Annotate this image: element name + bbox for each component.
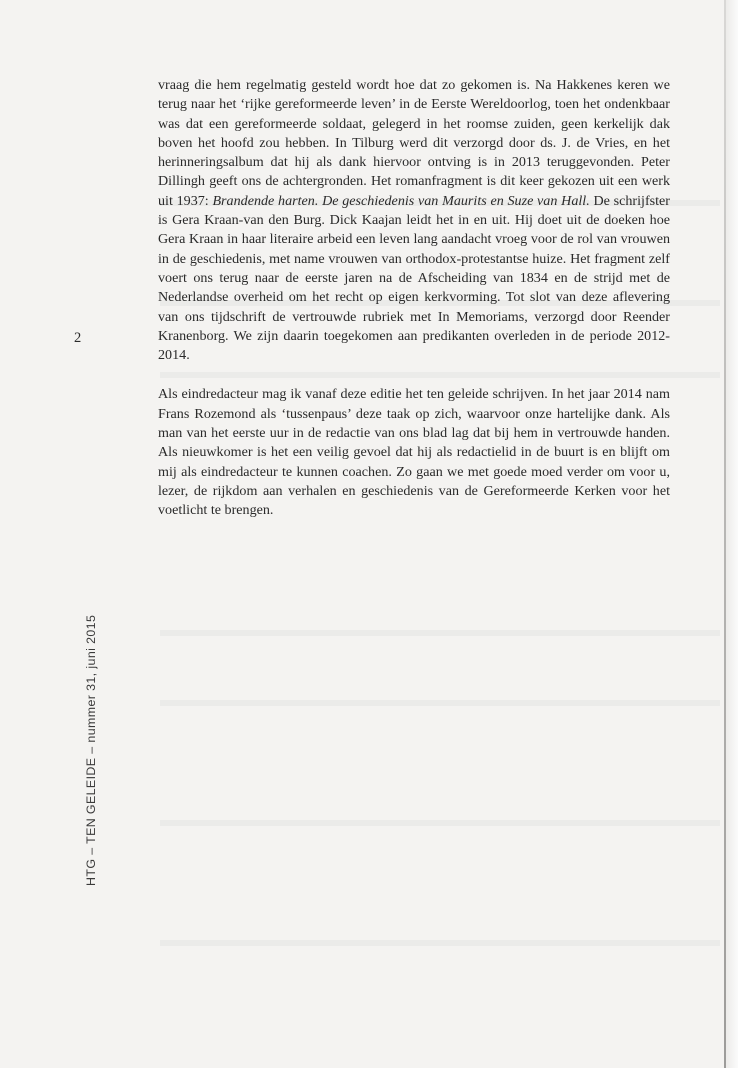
paragraph-1-text-a: vraag die hem regelmatig gesteld wordt hoe dat zo gekomen is. Na Hakkenes keren we terug naar het ‘rijke gereformeerde leven’ in de Eerste Wereldoorlog, toen het ondenkbaar was dat een gereformeerde soldaat, gelegerd in het roomse zuiden, geen kerkelijk dak boven het hoofd zou hebben. In Tilburg werd dit verzorgd door ds. J. de Vries, en het herinneringsalbum dat hij als dank hiervoor ontving is in 2013 teruggevonden. Peter Dillingh geeft ons de achtergronden. Het romanfragment is dit keer gekozen uit een werk uit 1937: (158, 77, 670, 209)
show-through-title (72, 66, 86, 119)
show-through-line (160, 700, 720, 706)
main-text-column (158, 76, 670, 521)
show-through-line (160, 940, 720, 946)
book-title: Brandende harten. De geschiedenis van Maurits en Suze van Hall. (212, 192, 590, 209)
page-number: 2 (74, 330, 82, 346)
body-paragraph-2: Als eindredacteur mag ik vanaf deze editie het ten geleide schrijven. In het jaar 2014 nam Frans Rozemond als ‘tussenpaus’ deze taak op zich, waarvoor onze hartelijke dank. Als man van het eerste uur in de redactie van ons blad lag dat bij hem in vertrouwde handen. Als nieuwkomer is het een veilig gevoel dat hij als redactielid in de buurt is en blijft om mij als eindredacteur te kunnen coachen. Zo gaan we met goede moed verder om voor u, lezer, de rijkdom aan verhalen en geschiedenis van de Gereformeerde Kerken voor het voetlicht te brengen. (158, 386, 670, 519)
page-edge (724, 0, 726, 1068)
running-footer: HTG – TEN GELEIDE – nummer 31, juni 2015 (84, 614, 98, 886)
show-through-line (160, 820, 720, 826)
show-through-line (160, 630, 720, 636)
paragraph-1-text-b: De schrijfster is Gera Kraan-van den Burg. Dick Kaajan leidt het in en uit. Hij doet uit de doeken hoe Gera Kraan in haar literaire arbeid een leven lang aandacht vroeg voor de rol van vrouwen in de geschiedenis, met name vrouwen van orthodox-protestantse huize. Het fragment zelf voert ons terug naar de eerste jaren na de Afscheiding van 1834 en de strijd met de Nederlandse overheid om het recht op eigen kerkvorming. Tot slot van deze aflevering van ons tijdschrift de vertrouwde rubriek met In Memoriams, verzorgd door Reender Kranenborg. We zijn daarin toegekomen aan predikanten overleden in de periode 2012-2014. (158, 192, 670, 364)
page-edge-shadow (726, 0, 738, 1068)
body-paragraph-1 (158, 76, 670, 365)
